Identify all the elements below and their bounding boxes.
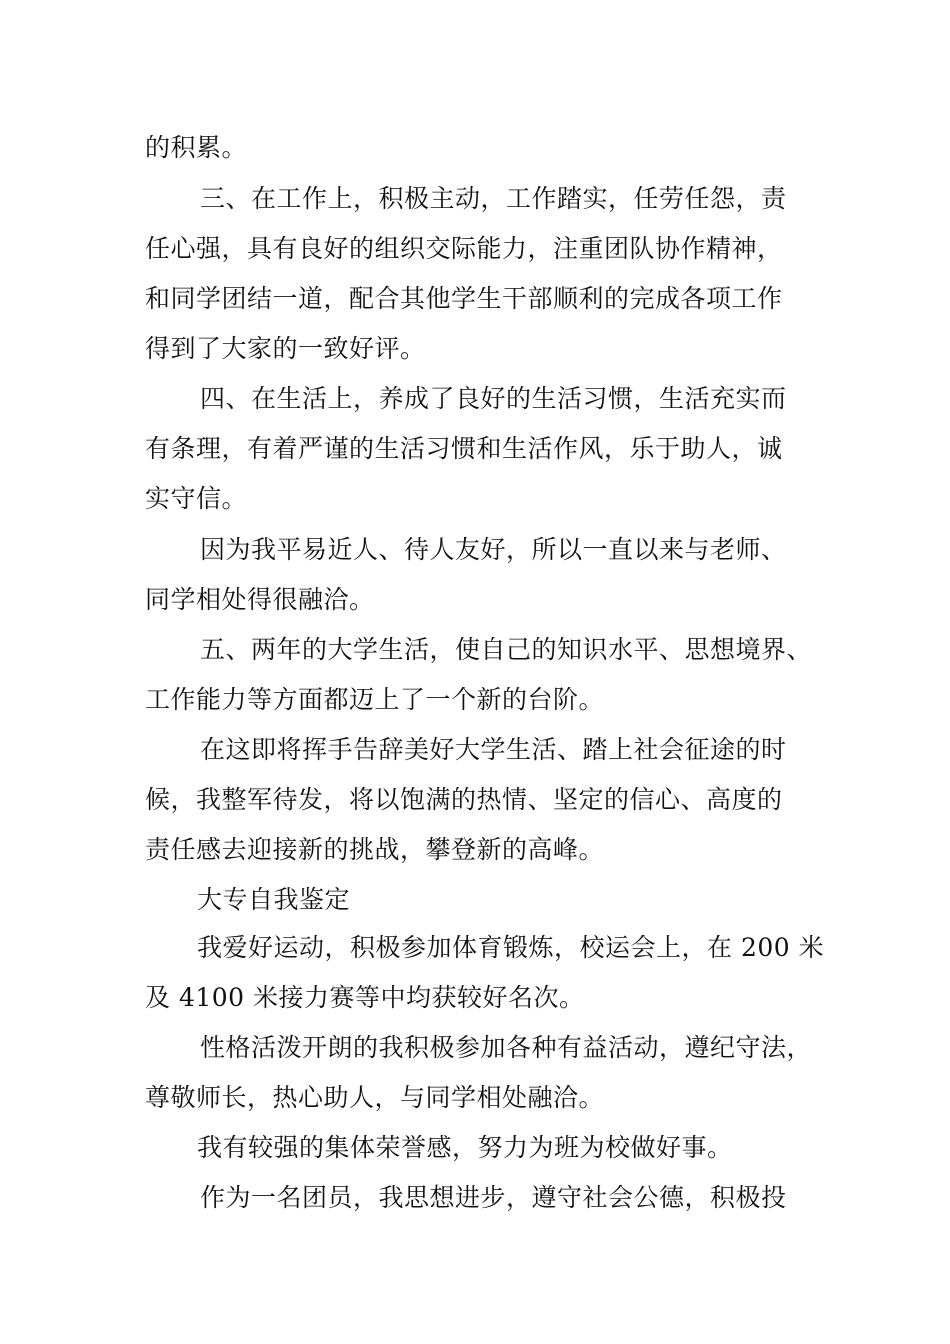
text-line: 五、两年的大学生活，使自己的知识水平、思想境界、 [200,635,813,664]
text-line: 及 4100 米接力赛等中均获较好名次。 [145,983,585,1012]
text-line: 有条理，有着严谨的生活习惯和生活作风，乐于助人，诚 [145,434,783,463]
text-line: 责任感去迎接新的挑战，攀登新的高峰。 [145,835,605,864]
text-line: 作为一名团员，我思想进步，遵守社会公德，积极投 [200,1183,787,1212]
text-line: 的积累。 [145,133,248,162]
text-line: 实守信。 [145,484,248,513]
text-line: 在这即将挥手告辞美好大学生活、踏上社会征途的时 [200,735,787,764]
text-line: 候，我整军待发，将以饱满的热情、坚定的信心、高度的 [145,785,783,814]
text-line: 三、在工作上，积极主动，工作踏实，任劳任怨，责 [200,184,787,213]
text-line: 同学相处得很融洽。 [145,585,375,614]
text-line: 性格活泼开朗的我积极参加各种有益活动，遵纪守法， [200,1033,813,1062]
text-line: 我爱好运动，积极参加体育锻炼，校运会上，在 200 米 [197,933,825,962]
text-line: 四、在生活上，养成了良好的生活习惯，生活充实而 [200,384,787,413]
text-line: 因为我平易近人、待人友好，所以一直以来与老师、 [200,535,787,564]
text-line: 尊敬师长，热心助人，与同学相处融洽。 [145,1083,605,1112]
text-line: 工作能力等方面都迈上了一个新的台阶。 [145,685,605,714]
section-heading: 大专自我鉴定 [197,885,351,914]
text-line: 得到了大家的一致好评。 [145,334,426,363]
text-line: 任心强，具有良好的组织交际能力，注重团队协作精神， [145,234,783,263]
text-line: 和同学团结一道，配合其他学生干部顺利的完成各项工作 [145,284,783,313]
text-line: 我有较强的集体荣誉感，努力为班为校做好事。 [197,1133,733,1162]
